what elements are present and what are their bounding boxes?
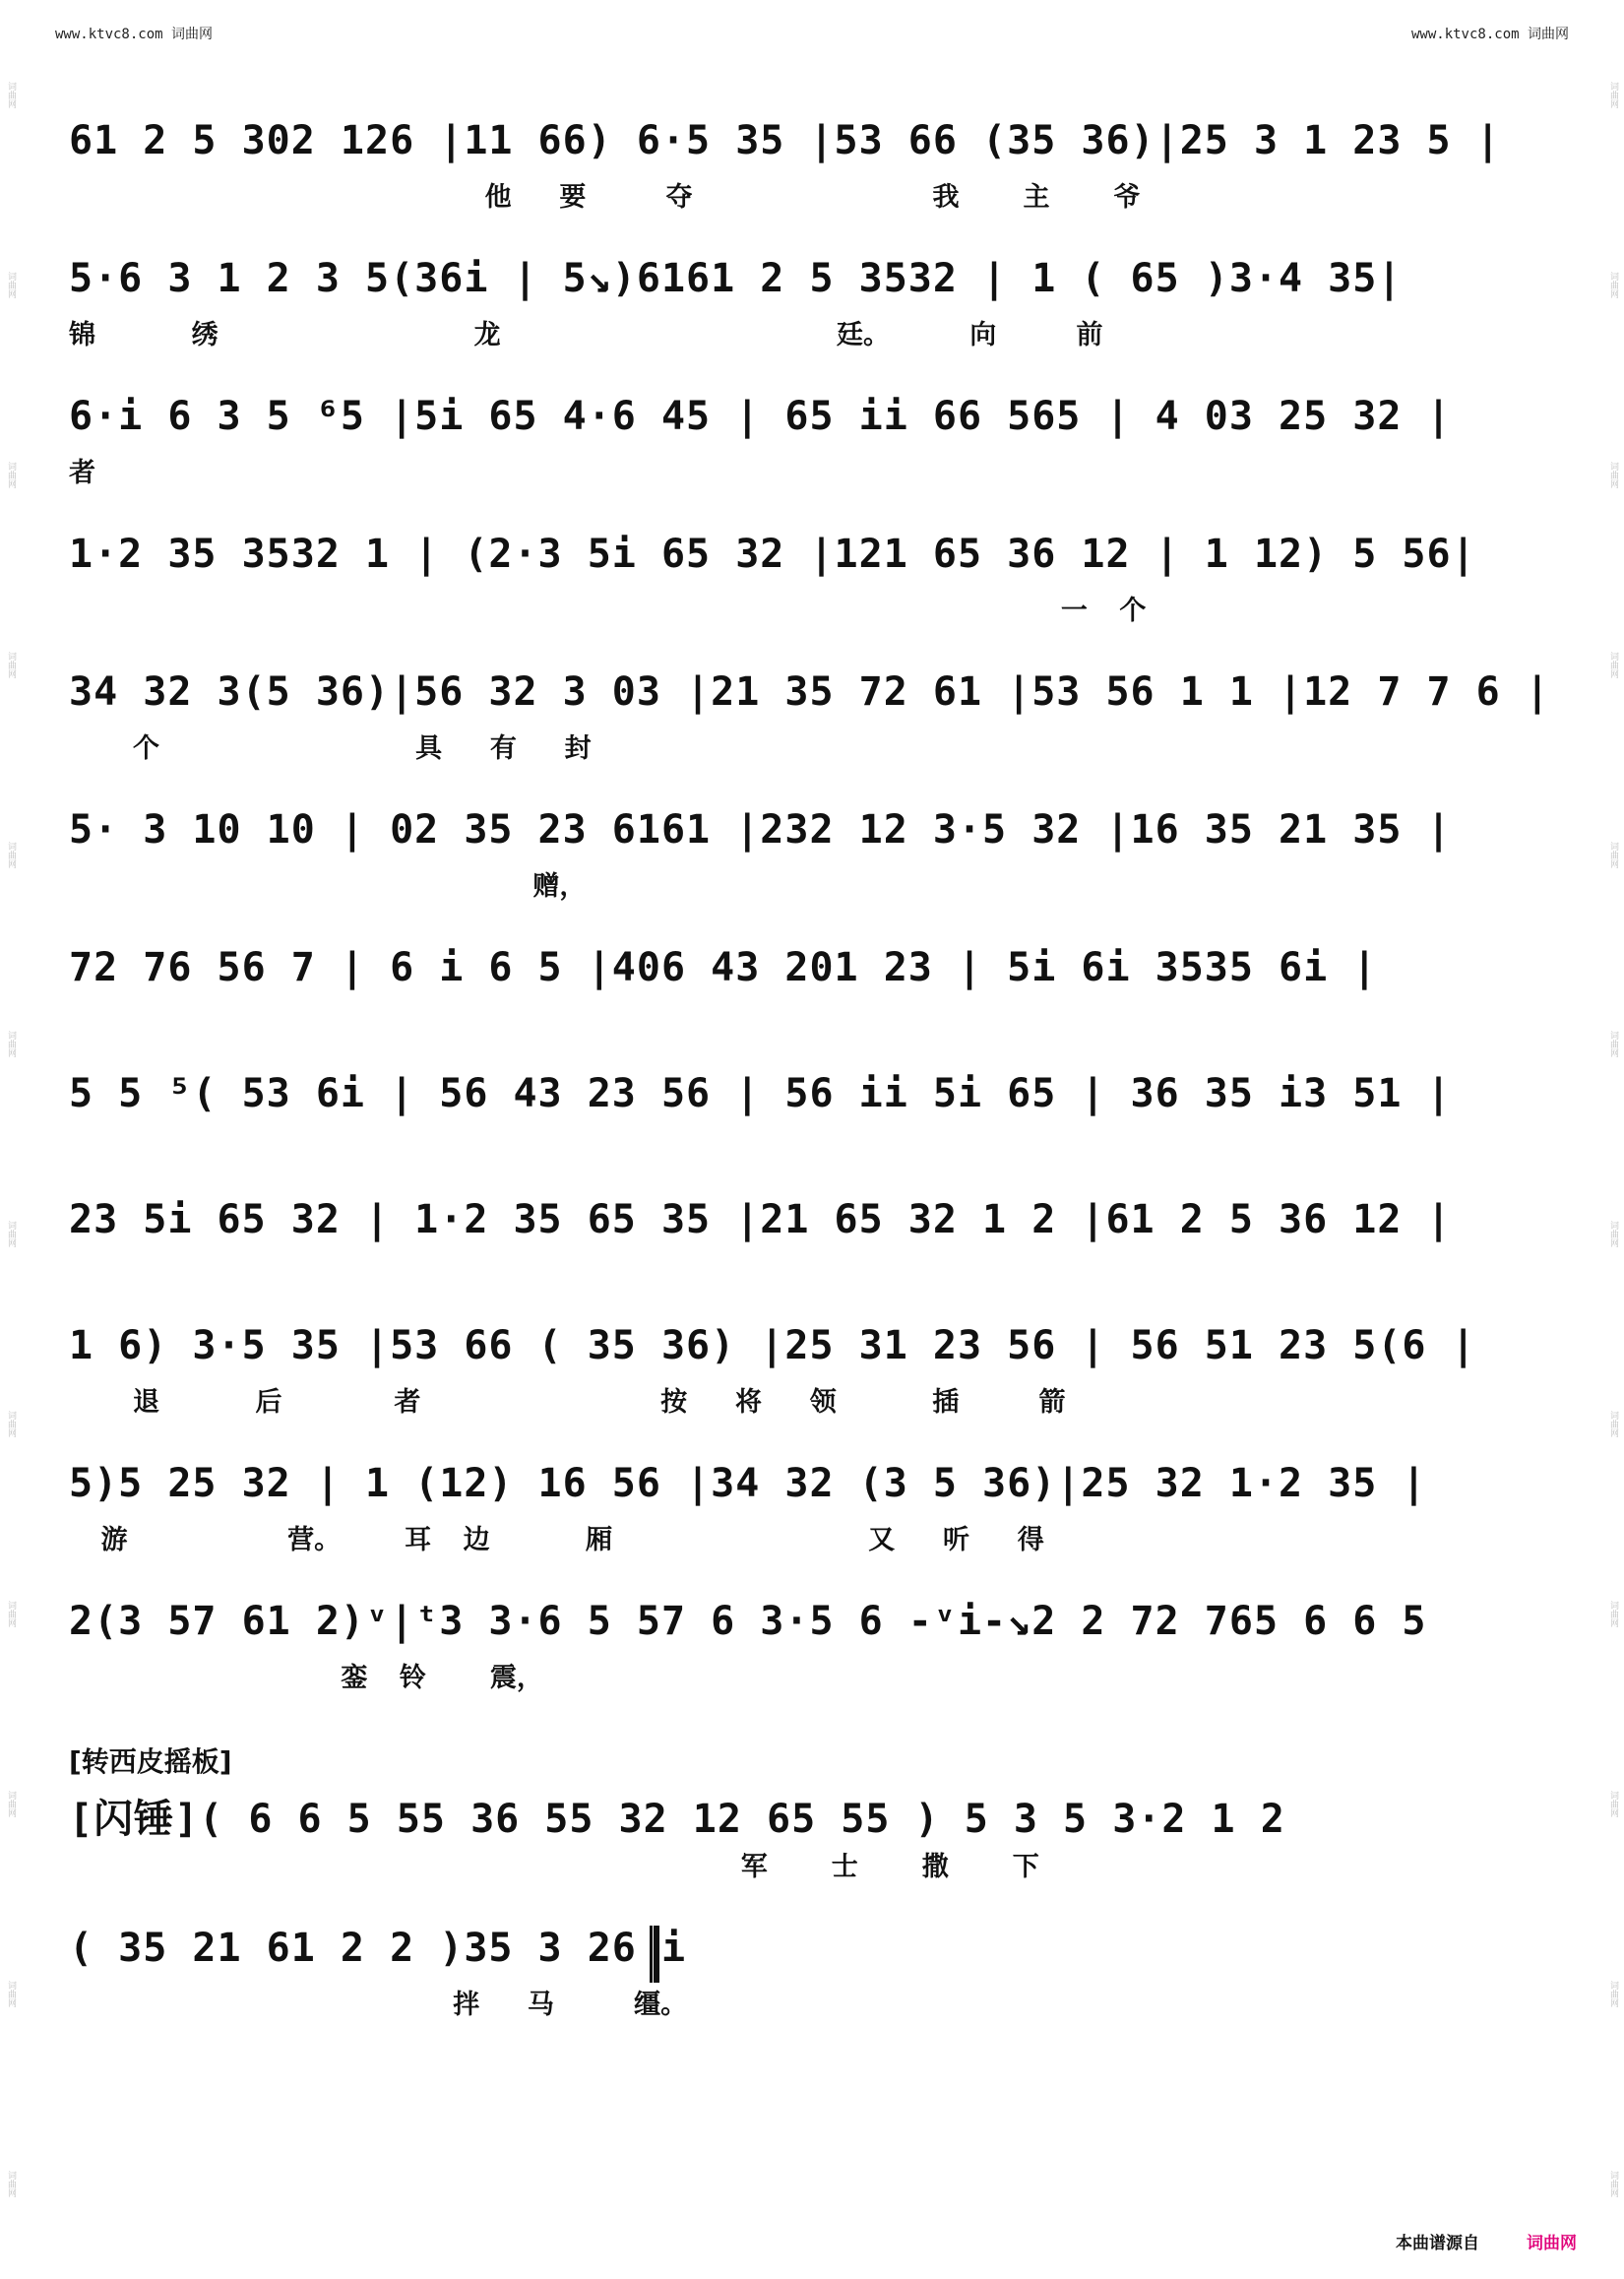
lyrics-line: 退 后 者 按 将 领 插 箭 bbox=[69, 1387, 1066, 1418]
notation-line: 1·2 35 3532 1 | (2·3 5i 65 32 |121 65 36 12 | 1 12) 5 56| bbox=[69, 532, 1476, 577]
watermark-text: 词曲网 bbox=[1608, 1981, 1618, 2008]
score-row bbox=[69, 807, 1545, 945]
watermark-text: 词曲网 bbox=[1608, 2170, 1618, 2197]
score-row bbox=[69, 1071, 1545, 1197]
score-row bbox=[69, 532, 1545, 669]
lyrics-line: 赠， bbox=[69, 871, 587, 902]
notation-line: 5)5 25 32 | 1 (12) 16 56 |34 32 (3 5 36)|25 32 1·2 35 | bbox=[69, 1461, 1427, 1506]
score-row bbox=[69, 1197, 1545, 1323]
right-watermark-strip bbox=[1602, 0, 1624, 2279]
watermark-text: 词曲网 bbox=[1608, 1031, 1618, 1058]
lyrics-line: 者 bbox=[69, 458, 95, 488]
watermark-text: 词曲网 bbox=[6, 461, 16, 488]
notation-line: 5·6 3 1 2 3 5(36i | 5↘)6161 2 5 3532 | 1 ( 65 )3·4 35| bbox=[69, 256, 1403, 301]
notation-line: [闪锤]( 6 6 5 55 36 55 32 12 65 55 ) 5 3 5 3·2 1 2 bbox=[69, 1797, 1285, 1842]
source-text: 本曲谱源自 bbox=[1396, 2234, 1479, 2253]
watermark-text: 词曲网 bbox=[1608, 651, 1618, 678]
section-label-row bbox=[69, 1737, 1545, 1788]
lyrics-line: 他 要 夺 我 主 爷 bbox=[69, 182, 1141, 213]
footer-source bbox=[1396, 2229, 1577, 2253]
site-url-left[interactable]: www.ktvc8.com 词曲网 bbox=[55, 27, 214, 42]
watermark-text: 词曲网 bbox=[1608, 271, 1618, 298]
score-row bbox=[69, 1926, 1545, 2063]
watermark-text: 词曲网 bbox=[1608, 1601, 1618, 1628]
notation-line: ( 35 21 61 2 2 )35 3 26 i bbox=[69, 1926, 687, 1971]
score-row bbox=[69, 945, 1545, 1071]
watermark-text: 词曲网 bbox=[1608, 841, 1618, 868]
watermark-text: 词曲网 bbox=[6, 1031, 16, 1058]
watermark-text: 词曲网 bbox=[6, 1601, 16, 1628]
lyrics-line: 拌 马 缰。 bbox=[69, 1990, 688, 2020]
score-row bbox=[69, 669, 1550, 807]
score-row bbox=[69, 1323, 1545, 1461]
score-row bbox=[69, 1461, 1545, 1599]
notation-line: 34 32 3(5 36)|56 32 3 03 |21 35 72 61 |53 56 1 1 |12 7 7 6 | bbox=[69, 669, 1550, 715]
lyrics-line: 游 营。 耳 边 厢 又 听 得 bbox=[69, 1525, 1044, 1555]
score-row bbox=[69, 118, 1545, 256]
lyrics-line: 銮 铃 震， bbox=[69, 1663, 543, 1693]
score-row bbox=[69, 256, 1545, 394]
score-row bbox=[69, 394, 1545, 532]
notation-line: 23 5i 65 32 | 1·2 35 65 35 |21 65 32 1 2 |61 2 5 36 12 | bbox=[69, 1197, 1452, 1242]
notation-line: 5 5 ⁵( 53 6i | 56 43 23 56 | 56 ii 5i 65 | 36 35 i3 51 | bbox=[69, 1071, 1452, 1116]
watermark-text: 词曲网 bbox=[6, 1981, 16, 2008]
watermark-text: 词曲网 bbox=[6, 841, 16, 868]
watermark-text: 词曲网 bbox=[6, 81, 16, 108]
watermark-text: 词曲网 bbox=[1608, 81, 1618, 108]
section-label: [转西皮摇板] bbox=[69, 1745, 232, 1778]
left-watermark-strip bbox=[0, 0, 22, 2279]
lyrics-line: 军 士 撒 下 bbox=[69, 1852, 1039, 1882]
watermark-text: 词曲网 bbox=[6, 1411, 16, 1438]
score-row bbox=[69, 1599, 1545, 1737]
watermark-text: 词曲网 bbox=[6, 271, 16, 298]
notation-line: 72 76 56 7 | 6 i 6 5 |406 43 201 23 | 5i 6i 3535 6i | bbox=[69, 945, 1378, 990]
jianpu-score bbox=[69, 118, 1550, 2063]
notation-line: 1 6) 3·5 35 |53 66 ( 35 36) |25 31 23 56 | 56 51 23 5(6 | bbox=[69, 1323, 1476, 1368]
score-row bbox=[69, 1788, 1545, 1926]
notation-line: 6·i 6 3 5 ⁶5 |5i 65 4·6 45 | 65 ii 66 565 | 4 03 25 32 | bbox=[69, 394, 1452, 439]
lyrics-line: 个 具 有 封 bbox=[69, 733, 592, 764]
watermark-text: 词曲网 bbox=[6, 1221, 16, 1248]
watermark-text: 词曲网 bbox=[1608, 1791, 1618, 1818]
notation-line: 2(3 57 61 2)ᵛ|ᵗ3 3·6 5 57 6 3·5 6 -ᵛi-↘2 2 72 765 6 6 5 bbox=[69, 1599, 1427, 1644]
watermark-text: 词曲网 bbox=[1608, 461, 1618, 488]
watermark-text: 词曲网 bbox=[6, 651, 16, 678]
lyrics-line: 锦 绣 龙 廷。 向 前 bbox=[69, 320, 1103, 350]
site-url-right[interactable]: www.ktvc8.com 词曲网 bbox=[1410, 27, 1569, 42]
notation-line: 5· 3 10 10 | 02 35 23 6161 |232 12 3·5 32 |16 35 21 35 | bbox=[69, 807, 1452, 853]
watermark-text: 词曲网 bbox=[6, 1791, 16, 1818]
watermark-text: 词曲网 bbox=[6, 2170, 16, 2197]
lyrics-line: 一 个 bbox=[69, 596, 1147, 626]
watermark-text: 词曲网 bbox=[1608, 1221, 1618, 1248]
source-brand-link[interactable]: 词曲网 bbox=[1527, 2234, 1577, 2253]
watermark-text: 词曲网 bbox=[1608, 1411, 1618, 1438]
final-barline bbox=[650, 1926, 659, 1983]
notation-line: 61 2 5 302 126 |11 66) 6·5 35 |53 66 (35 36)|25 3 1 23 5 | bbox=[69, 118, 1501, 163]
